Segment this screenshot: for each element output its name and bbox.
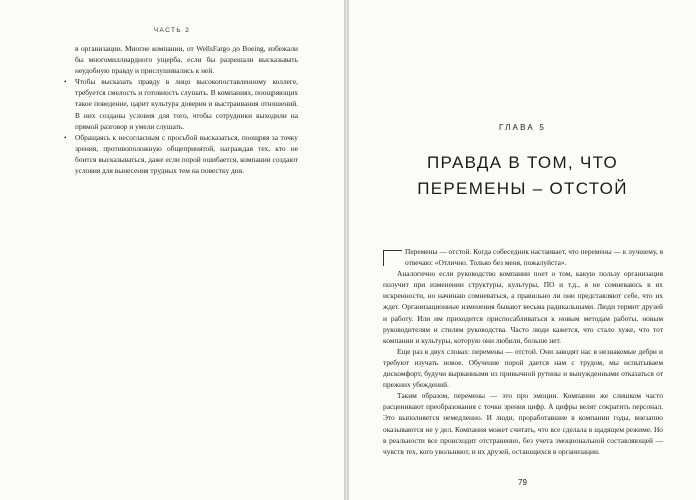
bullet-dot-icon: • — [64, 77, 67, 87]
chapter-title-line: ПРАВДА В ТОМ, ЧТО — [426, 153, 619, 172]
bullet-item — [64, 132, 298, 176]
bullet-text: Обращаясь к несогласным с просьбой высказаться, поощряя за точку зрения, противоположную общепринятой, награждая тех, кто не боится высказываться, даже если порой ошибается, компании создают условия для вынесения трудных тем на повестку дня. — [75, 132, 298, 176]
right-page-text — [383, 246, 663, 457]
paragraph-text: Перемены — отстой. Когда собеседник настаивает, что перемены — к лучшему, я отвечаю: «Отлично. Только без меня, пожалуйста». — [405, 247, 664, 268]
chapter-label: ГЛАВА 5 — [499, 123, 546, 132]
drop-cap-frame — [383, 250, 402, 266]
body-paragraph: Таким образом, перемены — это про эмоции. Компании же слишком часто расценивают преобразования с точки зрения цифр. А цифры велят сократить персонал. Это выполняется немедленно. И люди, проработавшие в компании годы, внезапно оказываются не у дел. Компания может считать, что все сделала в щадящем режиме. Но в реальности все происходит отстраненно, без учета эмоциональной составляющей — чувств тех, кого увольняют, и их друзей, остающихся в организации. — [383, 391, 663, 456]
bullet-dot-icon: • — [64, 132, 67, 142]
body-paragraph — [383, 246, 663, 268]
body-paragraph: Еще раз в двух словах: перемены — отстой. Они заводят нас в незнакомые дебри и требуют изучать новое. Обучение порой дается нам с трудом, мы испытываем дискомфорт, будучи вырванными из привычной рутины и вынужденными отказаться от прежних убеждений. — [383, 346, 663, 390]
chapter-title — [349, 150, 696, 202]
body-paragraph: Аналогично если руководство компании поет о том, какую пользу организация получит при изменении структуры, культуры, ПО и т.д., я не сомневаюсь в их искренности, но начинаю сомневаться, а правильно ли они представляют себе, что их ждет. Организационные изменения бывают весьма радикальными. Люди теряют друзей и работу. Или им приходится приспосабливаться к новым методам работы, новым руководителям и стилям руководства. Часто люди кажется, что стало хуже, что тот компании и культуры, которую они любили, больше нет. — [383, 269, 663, 345]
bullet-text: Чтобы высказать правду в лицо высокопоставленному коллеге, требуется смелость и готовность слушать. В компаниях, поощряющих такое поведение, царит культура доверия и выстраивания отношений. В них созданы условия для того, чтобы сотрудники выходили на прямой разговор и умели слушать. — [75, 77, 298, 131]
continuation-paragraph: в организации. Многие компании, от WellsFargo до Boeing, избежали бы многомиллиардного ущерба, если бы разрешали высказывать неудобную правду и прислушивались к ней. — [75, 44, 298, 76]
bullet-item — [64, 76, 298, 131]
running-head: ЧАСТЬ 2 — [153, 27, 191, 34]
left-page-text — [64, 43, 298, 176]
chapter-title-line: ПЕРЕМЕНЫ – ОТСТОЙ — [417, 179, 628, 198]
page-number: 79 — [518, 478, 527, 487]
